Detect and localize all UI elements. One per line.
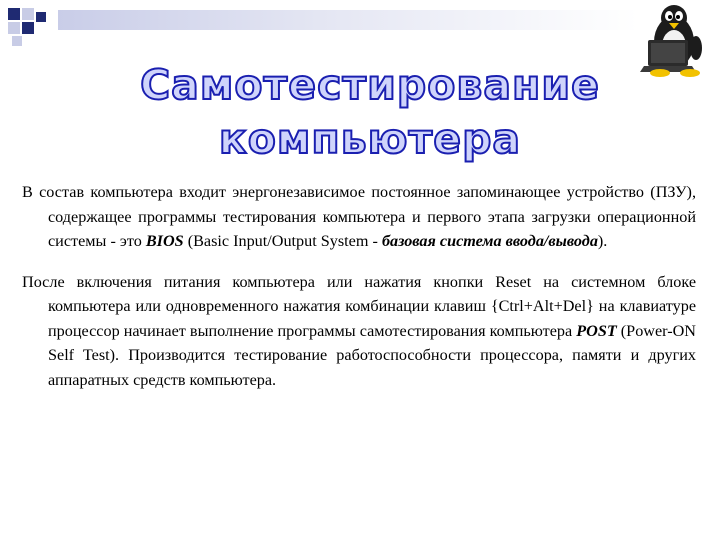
- slide-title-line-2: компьютера: [218, 115, 522, 163]
- paragraph-text: В состав компьютера входит энергонезависимое постоянное запоминающее устройство (ПЗУ), содержащее программы тестирования компьютера и первого этапа загрузки операционной системы - это: [22, 183, 696, 250]
- term-post: POST: [576, 321, 617, 340]
- paragraph-text: (Basic Input/Output System -: [183, 232, 382, 250]
- paragraph-post: [22, 270, 696, 393]
- paragraph-text: После включения питания компьютера или нажатия кнопки Reset на системном блоке компьютера или одновременного нажатия комбинации клавиш {Ctrl+Alt+Del} на клавиатуре процессор начинает выполнение программы самотестирования компьютера: [22, 272, 696, 340]
- slide-title-line-1: Самотестирование: [140, 61, 600, 109]
- header-band: [58, 10, 638, 30]
- slide-title: [80, 58, 660, 166]
- slide-body: [22, 180, 696, 392]
- paragraph-text: (Power-ON Self Test). Производится тестирование работоспособности процессора, памяти и других аппаратных средств компьютера.: [48, 321, 696, 389]
- term-bios: BIOS: [145, 232, 184, 250]
- term-bios-translation: базовая система ввода/вывода: [381, 232, 598, 250]
- paragraph-text: ).: [597, 232, 608, 250]
- paragraph-bios: [22, 180, 696, 254]
